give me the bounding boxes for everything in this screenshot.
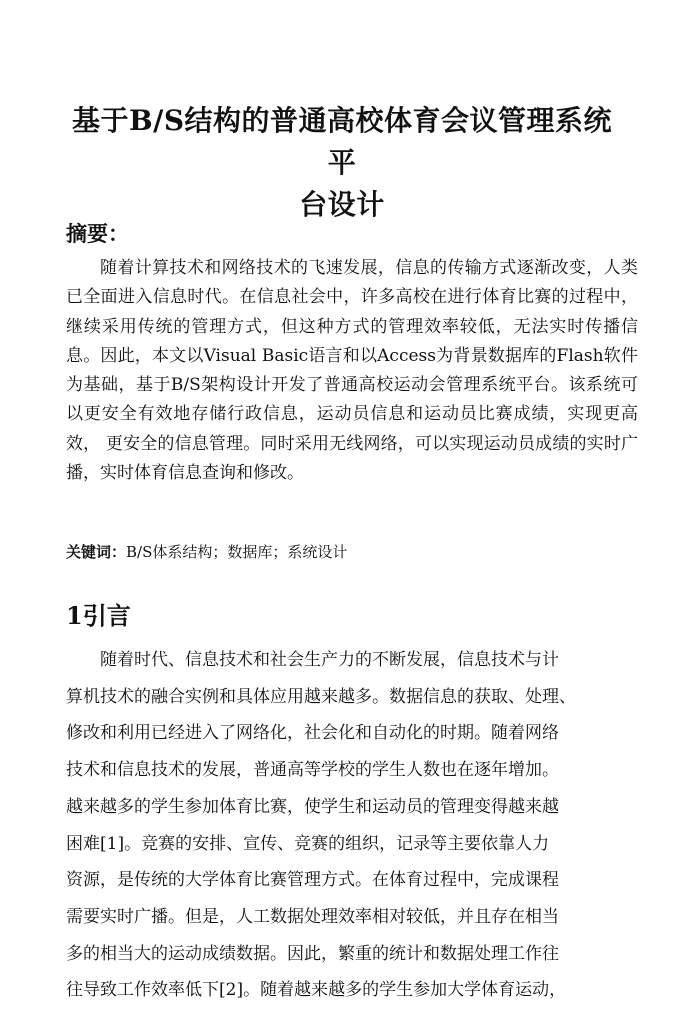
paper-title: [60, 100, 624, 226]
keywords-text: B/S体系结构；数据库；系统设计: [126, 543, 348, 561]
intro-line: 往导致工作效率低下[2]。随着越来越多的学生参加大学体育运动，: [66, 980, 567, 1001]
title-line-1: 基于B/S结构的普通高校体育会议管理系统平: [71, 104, 613, 179]
keywords: [66, 541, 347, 563]
intro-line: 技术和信息技术的发展，普通高等学校的学生人数也在逐年增加。: [66, 760, 559, 781]
keywords-label: 关键词：: [66, 543, 127, 561]
abstract-body: [66, 254, 638, 488]
intro-line: 需要实时广播。但是，人工数据处理效率相对较低，并且存在相当: [66, 906, 559, 927]
intro-line: 算机技术的融合实例和具体应用越来越多。数据信息的获取、处理、: [66, 686, 576, 707]
intro-heading: 1引言: [66, 601, 131, 630]
intro-line: 修改和利用已经进入了网络化，社会化和自动化的时期。随着网络: [66, 723, 559, 744]
abstract-paragraph: 随着计算技术和网络技术的飞速发展，信息的传输方式逐渐改变，人类已全面进入信息时代。在信息社会中，许多高校在进行体育比赛的过程中，继续采用传统的管理方式，但这种方式的管理效率较低，无法实时传播信息。因此，本文以Visual Basic语言和以Access为背景数据库的Flash软件为基础，基于B/S架构设计开发了普通高校运动会管理系统平台。该系统可以更安全有效地存储行政信息，运动员信息和运动员比赛成绩，实现更高效， 更安全的信息管理。同时采用无线网络，可以实现运动员成绩的实时广播，实时体育信息查询和修改。: [66, 258, 638, 484]
intro-line: 随着时代、信息技术和社会生产力的不断发展，信息技术与计: [100, 650, 559, 670]
intro-line: 困难[1]。竞赛的安排、宣传、竞赛的组织，记录等主要依靠人力: [66, 833, 550, 854]
intro-line: 资源，是传统的大学体育比赛管理方式。在体育过程中，完成课程: [66, 870, 559, 891]
title-line-2: 台设计: [299, 188, 385, 221]
intro-line: 越来越多的学生参加体育比赛，使学生和运动员的管理变得越来越: [66, 796, 559, 817]
abstract-heading: 摘要：: [66, 221, 129, 246]
intro-line: 多的相当大的运动成绩数据。因此，繁重的统计和数据处理工作往: [66, 943, 559, 964]
intro-body: [66, 642, 616, 1009]
